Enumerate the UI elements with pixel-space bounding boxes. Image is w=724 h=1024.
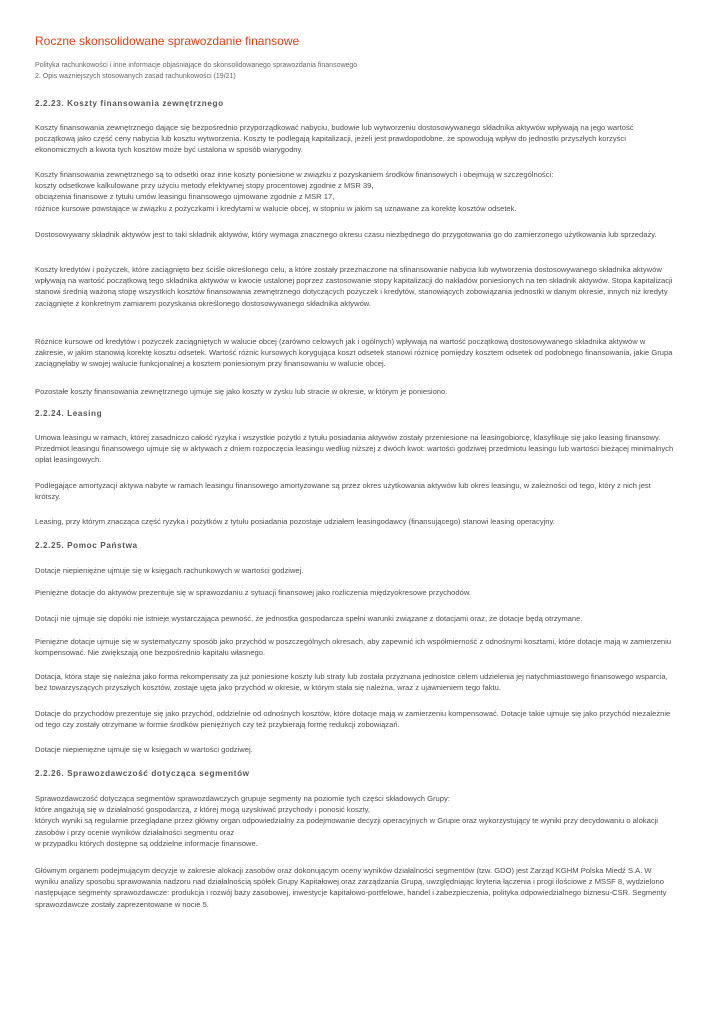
paragraph: Pozostałe koszty finansowania zewnętrznego ujmuje się jako koszty w zysku lub stracie w okresie, w którym je poniesiono. <box>35 387 448 396</box>
paragraph: Dotacje niepieniężne ujmuje się w księgach w wartości godziwej. <box>35 745 253 754</box>
paragraph-line: Sprawozdawczość dotycząca segmentów sprawozdawczych grupuje segmenty na poziomie tych części składowych Grupy: <box>35 794 450 803</box>
paragraph-line: które angażują się w działalność gospodarczą, z której mogą uzyskiwać przychody i ponosić koszty, <box>35 805 370 815</box>
paragraph: Dostosowywany składnik aktywów jest to taki składnik aktywów, który wymaga znacznego okresu czasu niezbędnego do przygotowania go do zamierzonego użytkowania lub sprzedaży. <box>35 230 657 239</box>
paragraph: Różnice kursowe od kredytów i pożyczek zaciągniętych w walucie obcej (zarówno celowych jak i ogólnych) wpływają na wartość początkową dostosowywanego składnika aktywów w zakresie, w jakim stanowią korektę kosztu odsetek. Wartość różnic kursowych korygująca koszt odsetek stanowi różnicę pomiędzy kosztem odsetek od podobnego finansowania, jakie Grupa zaciągnęłaby w swojej walucie funkcjonalnej a kosztem poniesionym przy finansowaniu w walucie obcej. <box>35 337 673 369</box>
paragraph: Leasing, przy którym znacząca część ryzyka i pożytków z tytułu posiadania pozostaje udziałem leasingodawcy (finansującego) stanowi leasing operacyjny. <box>35 517 555 526</box>
paragraph-list <box>35 169 675 214</box>
paragraph: Dotacja, która staje się należna jako forma rekompensaty za już poniesione koszty lub straty lub została przyznana jednostce celem udzielenia jej natychmiastowego finansowego wsparcia, bez towarzyszących przyszłych kosztów, zostaje ujęta jako przychód w okresie, w którym stała się należna, wraz z ujawnieniem tego faktu. <box>35 672 668 693</box>
paragraph: Pieniężne dotacje ujmuje się w systematyczny sposób jako przychód w poszczególnych okresach, aby zapewnić ich współmierność z odnośnymi kosztami, które dotacje mają w zamierzeniu kompensować. Nie zwiększają one bezpośrednio kapitału własnego. <box>35 637 672 658</box>
section-heading-leasing: 2.2.24. Leasing <box>35 409 103 418</box>
paragraph: Pieniężne dotacje do aktywów prezentuje się w sprawozdaniu z sytuacji finansowej jako rozliczenia międzyokresowe przychodów. <box>35 588 472 597</box>
report-title: Roczne skonsolidowane sprawozdanie finansowe <box>35 34 300 48</box>
paragraph: Umowa leasingu w ramach, której zasadniczo całość ryzyka i wszystkie pożytki z tytułu posiadania aktywów zostały przeniesione na leasingobiorcę, klasyfikuje się jako leasing finansowy. Przedmiot leasingu finansowego ujmuje się w aktywach z dniem rozpoczęcia leasingu według niższej z dwóch kwot: wartości godziwej przedmiotu leasingu lub wartości bieżącej minimalnych opłat leasingowych. <box>35 433 674 465</box>
paragraph: Podlegające amortyzacji aktywa nabyte w ramach leasingu finansowego amortyzowane są przez okres użytkowania aktywów lub okres leasingu, w zależności od tego, który z nich jest krótszy. <box>35 481 651 502</box>
paragraph-line: obciążenia finansowe z tytułu umów leasingu finansowego ujmowane zgodnie z MSR 17, <box>35 192 335 202</box>
section-heading-borrowing-costs: 2.2.23. Koszty finansowania zewnętrznego <box>35 99 224 108</box>
breadcrumb-subsection: 2. Opis ważniejszych stosowanych zasad rachunkowości (19/21) <box>35 73 236 80</box>
section-heading-segment-reporting: 2.2.26. Sprawozdawczość dotycząca segmentów <box>35 769 250 778</box>
section-heading-state-aid: 2.2.25. Pomoc Państwa <box>35 541 138 550</box>
paragraph-line: Koszty finansowania zewnętrznego są to odsetki oraz inne koszty poniesione w związku z pozyskaniem środków finansowych i obejmują w szczególności: <box>35 170 554 179</box>
paragraph: Dotacje niepieniężne ujmuje się w księgach rachunkowych w wartości godziwej. <box>35 566 304 575</box>
paragraph: Koszty finansowania zewnętrznego dające się bezpośrednio przyporządkować nabyciu, budowie lub wytworzeniu dostosowywanego składnika aktywów wpływają na jego wartość początkową jako część ceny nabycia lub kosztu wytworzenia. Koszty te podlegają kapitalizacji, jeżeli jest prawdopodobne, że spowodują wpływ do jednostki przyszłych korzyści ekonomicznych a kwota tych kosztów może być ustalona w sposób wiarygodny. <box>35 123 634 155</box>
paragraph: Dotacji nie ujmuje się dopóki nie istnieje wystarczająca pewność, że jednostka gospodarcza spełni warunki związane z dotacjami oraz, że dotacje będą otrzymane. <box>35 614 583 623</box>
paragraph: Głównym organem podejmującym decyzje w zakresie alokacji zasobów oraz dokonującym oceny wyników działalności segmentów (tzw. GDO) jest Zarząd KGHM Polska Miedź S.A. W wyniku analizy sposobu sprawowania nadzoru nad działalnością spółek Grupy Kapitałowej oraz zarządzania Grupą, uwzględniając kryteria łączenia i progi ilościowe z MSSF 8, wydzielono następujące segmenty sprawozdawcze: produkcja i rozwój bazy zasobowej, inwestycje kapitałowo-portfelowe, handel i zabezpieczenia, polityka odpowiedzialnego biznesu-CSR. Segmenty sprawozdawcze zostały zaprezentowane w nocie 5. <box>35 866 667 909</box>
breadcrumb-section: Polityka rachunkowości i inne informacje objaśniające do skonsolidowanego sprawozdania finansowego <box>35 62 358 69</box>
paragraph-line: w przypadku których dostępne są oddzielne informacje finansowe. <box>35 838 258 848</box>
paragraph-list <box>35 793 675 849</box>
paragraph: Dotacje do przychodów prezentuje się jako przychód, oddzielnie od odnośnych kosztów, które dotacje mają w zamierzeniu kompensować. Dotacje takie ujmuje się jako przychód niezależnie od tego czy zostały otrzymane w formie środków pieniężnych czy też przybierają formę redukcji zobowiązań. <box>35 709 671 730</box>
paragraph: Koszty kredytów i pożyczek, które zaciągnięto bez ściśle określonego celu, a które zostały przeznaczone na sfinansowanie nabycia lub wytworzenia dostosowywanego składnika aktywów wpływają na wartość początkową tego składnika aktywów w kwocie ustalonej poprzez zastosowanie stopy kapitalizacji do nakładów poniesionych na ten składnik aktywów. Stopa kapitalizacji stanowi średnią ważoną stopę wszystkich kosztów finansowania zewnętrznego dotyczących pożyczek i kredytów, stanowiących zobowiązania jednostki w danym okresie, innych niż kredyty zaciągnięte z konkretnym zamiarem pozyskania określonego dostosowywanego składnika aktywów. <box>35 265 673 308</box>
paragraph-line: których wyniki są regularnie przeglądane przez główny organ odpowiedzialny za podejmowanie decyzji operacyjnych w Grupie oraz wykorzystujący te wyniki przy decydowaniu o alokacji zasobów i przy ocenie wyników działalności segmentu oraz <box>35 816 658 837</box>
paragraph-line: różnice kursowe powstające w związku z pożyczkami i kredytami w walucie obcej, w stopniu w jakim są uznawane za korektę kosztów odsetek. <box>35 203 517 213</box>
paragraph-line: koszty odsetkowe kalkulowane przy użyciu metody efektywnej stopy procentowej zgodnie z MSR 39, <box>35 181 374 191</box>
